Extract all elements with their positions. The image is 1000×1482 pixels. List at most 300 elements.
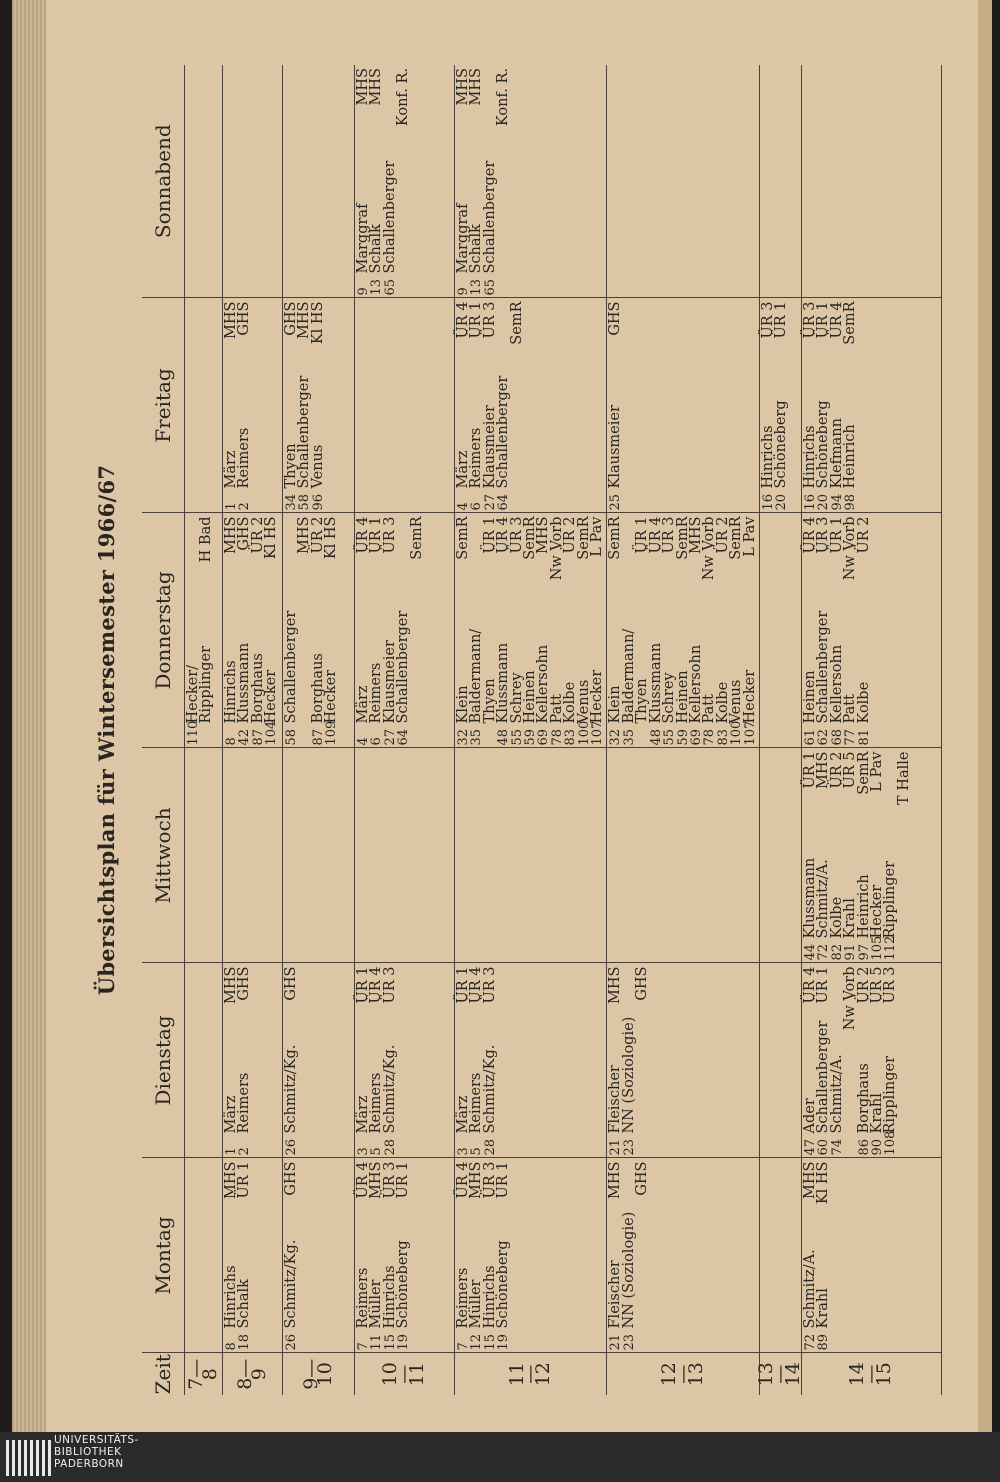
lecturer-name: Reimers xyxy=(455,1267,471,1329)
header-freitag: Freitag xyxy=(142,298,185,513)
course-number: 59 xyxy=(675,728,691,746)
lecturer-name xyxy=(497,129,510,273)
course-number: 48 xyxy=(496,728,512,746)
course-entry xyxy=(508,301,525,511)
course-entry xyxy=(238,967,251,1156)
room-code: ÜR 2 xyxy=(828,751,845,789)
schedule-cell xyxy=(185,513,223,748)
course-number: 28 xyxy=(482,1138,498,1156)
room-code: ÜR 1 xyxy=(815,966,832,1004)
course-number: 3 xyxy=(456,1147,471,1156)
room-code: SemR xyxy=(855,751,872,795)
course-number: 21 xyxy=(608,1333,624,1351)
course-number: 55 xyxy=(509,728,525,746)
lecturer-name: Hecker xyxy=(741,669,758,724)
course-number: 2 xyxy=(237,502,253,511)
schedule-cell xyxy=(801,748,941,963)
course-number: 100 xyxy=(729,720,745,746)
time-slot: 9—10 xyxy=(283,1353,355,1395)
lecturer-name xyxy=(397,129,410,273)
lecturer-name: Thyen xyxy=(634,678,651,724)
course-number: 1 xyxy=(224,502,239,511)
lecturer-name: März xyxy=(223,450,239,489)
course-number: 62 xyxy=(816,728,832,746)
header-sonnabend: Sonnabend xyxy=(142,65,185,298)
course-number xyxy=(844,1134,857,1156)
lecturer-name: Borghaus xyxy=(309,653,326,724)
lecturer-name: Patt xyxy=(701,694,718,724)
lecturer-name xyxy=(636,1199,649,1329)
room-code: ÜR 2 xyxy=(249,516,266,554)
schedule-cell xyxy=(607,65,759,298)
lecturer-name: Schmitz/Kg. xyxy=(481,1044,498,1134)
course-entry xyxy=(636,967,649,1156)
schedule-cell xyxy=(455,65,607,298)
lecturer-name: Schmitz/Kg. xyxy=(381,1044,398,1134)
course-number: 112 xyxy=(883,935,899,961)
room-code: ÜR 5 xyxy=(842,751,859,789)
schedule-cell xyxy=(455,963,607,1158)
course-entry xyxy=(200,517,213,746)
course-entry xyxy=(238,1162,251,1351)
room-code: ÜR 1 xyxy=(495,1161,512,1199)
room-code: ÜR 3 xyxy=(481,1161,498,1199)
room-code: ÜR 3 xyxy=(481,966,498,1004)
room-code: MHS xyxy=(535,516,552,554)
course-number: 83 xyxy=(715,728,731,746)
lecturer-name: Ripplinger xyxy=(198,645,215,724)
course-number: 5 xyxy=(369,1147,385,1156)
room-code: MHS xyxy=(801,1161,818,1199)
room-code: ÜR 1 xyxy=(355,966,371,1004)
course-number: 100 xyxy=(576,720,592,746)
lecturer-name: Venus xyxy=(728,679,745,724)
header-donnerstag: Donnerstag xyxy=(142,513,185,748)
room-code: ÜR 1 xyxy=(368,516,385,554)
course-entry xyxy=(855,516,872,746)
schedule-cell xyxy=(607,963,759,1158)
room-code: ÜR 2 xyxy=(714,516,731,554)
lecturer-name: Klussmann xyxy=(801,857,818,939)
lecturer-name: Kolbe xyxy=(714,681,731,724)
course-entry xyxy=(591,517,604,746)
schedule-cell xyxy=(283,65,355,298)
course-number: 13 xyxy=(469,278,485,296)
room-code: GHS xyxy=(283,1161,299,1196)
course-number: 105 xyxy=(869,935,885,961)
room-code: GHS xyxy=(236,516,253,551)
course-number: 83 xyxy=(563,728,579,746)
library-footer xyxy=(0,1432,1000,1482)
course-entry xyxy=(895,751,912,961)
header-mittwoch: Mittwoch xyxy=(142,748,185,963)
course-number: 97 xyxy=(856,943,872,961)
course-entry xyxy=(884,967,897,1156)
course-number: 109 xyxy=(324,720,340,746)
time-row xyxy=(355,65,455,1395)
schedule-cell xyxy=(801,513,941,748)
lecturer-name: Hinrichs xyxy=(381,1265,398,1329)
course-number: 44 xyxy=(802,943,818,961)
schedule-cell xyxy=(455,513,607,748)
time-row xyxy=(801,65,941,1395)
course-entry xyxy=(497,1162,510,1351)
lecturer-name: Heinen xyxy=(801,670,818,724)
room-code: MHS xyxy=(815,751,832,789)
lecturer-name: Fleischer xyxy=(607,1260,624,1329)
schedule-cell xyxy=(283,513,355,748)
room-code: GHS xyxy=(283,301,299,336)
lecturer-name: Schmitz/A. xyxy=(815,859,832,939)
lecturer-name: Hecker xyxy=(589,669,606,724)
schedule-cell xyxy=(283,963,355,1158)
schedule-cell xyxy=(801,963,941,1158)
lecturer-name: Patt xyxy=(548,694,565,724)
page-right-edge xyxy=(978,0,992,1432)
course-number: 27 xyxy=(382,728,398,746)
course-number xyxy=(636,1329,649,1351)
course-entry xyxy=(397,68,410,296)
room-code: ÜR 4 xyxy=(647,516,664,554)
lecturer-name: Reimers xyxy=(355,1267,371,1329)
room-code: ÜR 3 xyxy=(381,966,398,1004)
room-code: SemR xyxy=(842,301,859,345)
time-slot: 7—8 xyxy=(185,1353,223,1395)
course-entry xyxy=(285,1162,298,1351)
course-number xyxy=(511,489,524,511)
room-code: SemR xyxy=(607,516,624,560)
schedule-cell xyxy=(355,65,455,298)
lecturer-name: Reimers xyxy=(368,662,385,724)
lecturer-name: Klausmeier xyxy=(481,405,498,489)
lecturer-name: Hecker xyxy=(868,884,885,939)
room-code: ÜR 2 xyxy=(855,966,872,1004)
schedule-cell xyxy=(759,748,801,963)
schedule-cell xyxy=(759,65,801,298)
lecturer-name: Fleischer xyxy=(607,1065,624,1134)
room-code: ÜR 4 xyxy=(455,301,471,339)
course-number xyxy=(397,274,410,296)
course-number: 108 xyxy=(883,1130,899,1156)
room-code: GHS xyxy=(283,966,299,1001)
course-entry xyxy=(285,967,298,1156)
room-code: Nw Vorb xyxy=(701,516,718,581)
lecturer-name: Schallenberger xyxy=(815,610,832,724)
lecturer-name: Kellersohn xyxy=(828,644,845,724)
lecturer-name: Borghaus xyxy=(855,1063,872,1134)
room-code: ÜR 1 xyxy=(455,966,471,1004)
course-entry xyxy=(481,966,498,1156)
room-code: SemR xyxy=(728,516,745,560)
lecturer-name: Klein xyxy=(455,685,471,724)
schedule-cell xyxy=(223,963,283,1158)
room-code: GHS xyxy=(236,966,253,1001)
room-code: L Pav xyxy=(589,516,606,557)
course-number: 47 xyxy=(802,1138,818,1156)
room-code: ÜR 3 xyxy=(381,516,398,554)
course-entry xyxy=(408,516,425,746)
room-code: ÜR 4 xyxy=(355,1161,371,1199)
room-code: ÜR 1 xyxy=(236,1161,253,1199)
course-number: 96 xyxy=(310,493,326,511)
course-entry xyxy=(609,302,622,511)
lecturer-name xyxy=(898,808,911,939)
time-row xyxy=(759,65,801,1395)
lecturer-name: Ripplinger xyxy=(882,860,899,939)
course-entry xyxy=(397,1162,410,1351)
room-code: MHS xyxy=(607,966,624,1004)
schedule-cell xyxy=(223,1158,283,1353)
room-code: Nw Vorb xyxy=(548,516,565,581)
lecturer-name: Hinrichs xyxy=(481,1265,498,1329)
room-code: ÜR 4 xyxy=(801,516,818,554)
course-number: 60 xyxy=(816,1138,832,1156)
course-entry xyxy=(741,516,758,746)
lecturer-name: Schöneberg xyxy=(395,1240,412,1329)
course-number: 32 xyxy=(608,728,624,746)
library-name: UNIVERSITÄTS- BIBLIOTHEK PADERBORN xyxy=(54,1434,139,1470)
course-number: 26 xyxy=(284,1333,299,1351)
course-number: 48 xyxy=(648,728,664,746)
header-montag: Montag xyxy=(142,1158,185,1353)
lecturer-name: Kolbe xyxy=(828,896,845,939)
lecturer-name: Hinrichs xyxy=(223,1265,239,1329)
course-number: 19 xyxy=(396,1333,412,1351)
lecturer-name: NN (Soziologie) xyxy=(620,1016,637,1134)
course-number: 64 xyxy=(496,493,512,511)
course-number: 90 xyxy=(869,1138,885,1156)
schedule-cell xyxy=(607,1158,759,1353)
room-code: ÜR 2 xyxy=(855,516,872,554)
schedule-cell xyxy=(455,748,607,963)
lecturer-name xyxy=(636,1004,649,1134)
lecturer-name: Hinrichs xyxy=(223,660,239,724)
room-code: MHS xyxy=(455,68,471,106)
room-code: MHS xyxy=(296,301,313,339)
room-code: ÜR 4 xyxy=(828,301,845,339)
room-code: Konf. R. xyxy=(395,68,412,127)
lecturer-name: Hecker xyxy=(263,669,280,724)
lecturer-name: Schallenberger xyxy=(495,375,512,489)
room-code: ÜR 4 xyxy=(355,516,371,554)
course-entry xyxy=(265,517,278,746)
time-row xyxy=(185,65,223,1395)
time-row xyxy=(223,65,283,1395)
room-code: ÜR 1 xyxy=(634,516,651,554)
time-row xyxy=(607,65,759,1395)
course-entry xyxy=(817,1162,830,1351)
room-code: ÜR 1 xyxy=(395,1161,412,1199)
room-code: T Halle xyxy=(895,751,912,805)
course-number: 74 xyxy=(829,1138,845,1156)
schedule-cell xyxy=(455,1158,607,1353)
course-number: 61 xyxy=(802,728,818,746)
schedule-cell xyxy=(355,298,455,513)
lecturer-name: Schmitz/Kg. xyxy=(283,1044,299,1134)
lecturer-name: Schallenberger xyxy=(283,610,299,724)
course-number: 16 xyxy=(760,493,776,511)
course-number: 27 xyxy=(482,493,498,511)
room-code: ÜR 4 xyxy=(368,966,385,1004)
lecturer-name: März xyxy=(223,1095,239,1134)
lecturer-name: Kellersohn xyxy=(687,644,704,724)
course-number: 25 xyxy=(608,493,624,511)
schedule-cell xyxy=(607,513,759,748)
room-code: MHS xyxy=(607,1161,624,1199)
lecturer-name: März xyxy=(455,450,471,489)
schedule-cell xyxy=(455,298,607,513)
lecturer-name: Schmitz/Kg. xyxy=(283,1239,299,1329)
course-entry xyxy=(238,302,251,511)
course-number: 104 xyxy=(264,720,280,746)
room-code: SemR xyxy=(408,516,425,560)
course-number: 6 xyxy=(369,737,385,746)
course-number: 9 xyxy=(356,287,371,296)
book-spine-edge xyxy=(12,0,46,1432)
room-code: MHS xyxy=(468,68,485,106)
lecturer-name: Borghaus xyxy=(249,653,266,724)
page-title: Übersichtsplan für Wintersemester 1966/67 xyxy=(94,464,119,996)
lecturer-name: Hinrichs xyxy=(801,425,818,489)
course-number: 15 xyxy=(382,1333,398,1351)
room-code: GHS xyxy=(607,301,624,336)
course-entry xyxy=(775,302,788,511)
course-number: 3 xyxy=(356,1147,371,1156)
lecturer-name: Baldermann/ xyxy=(620,628,637,724)
course-number: 26 xyxy=(284,1138,299,1156)
course-number: 86 xyxy=(856,1138,872,1156)
schedule-cell xyxy=(355,963,455,1158)
course-number xyxy=(636,724,649,746)
lecturer-name: Hinrichs xyxy=(759,425,776,489)
lecturer-name: Klussmann xyxy=(495,642,512,724)
course-number: 59 xyxy=(523,728,539,746)
room-code: Kl HS xyxy=(263,516,280,560)
room-code: ÜR 1 xyxy=(773,301,790,339)
time-slot: 11—12 xyxy=(455,1353,607,1395)
course-number: 87 xyxy=(250,728,266,746)
room-code: MHS xyxy=(223,1161,239,1199)
course-number: 32 xyxy=(456,728,471,746)
lecturer-name: Schalk xyxy=(236,1279,253,1329)
lecturer-name: Heinen xyxy=(522,670,539,724)
lecturer-name: Schallenberger xyxy=(296,375,313,489)
lecturer-name: Schallenberger xyxy=(481,160,498,274)
lecturer-name: Venus xyxy=(309,444,326,489)
course-number: 42 xyxy=(237,728,253,746)
room-code: MHS xyxy=(223,516,239,554)
lecturer-name: Kolbe xyxy=(855,681,872,724)
course-number: 11 xyxy=(369,1333,385,1351)
schedule-cell xyxy=(223,65,283,298)
course-number: 77 xyxy=(843,728,859,746)
course-number: 89 xyxy=(816,1333,832,1351)
schedule-cell xyxy=(355,513,455,748)
library-logo-icon xyxy=(6,1440,51,1476)
lecturer-name: Reimers xyxy=(468,1072,485,1134)
header-zeit: Zeit xyxy=(142,1353,185,1395)
lecturer-name: Baldermann/ xyxy=(468,628,485,724)
course-number xyxy=(898,939,911,961)
lecturer-name: Thyen xyxy=(481,678,498,724)
course-number: 64 xyxy=(396,728,412,746)
lecturer-name: Marggraf xyxy=(355,203,371,274)
lecturer-name: Klefmann xyxy=(828,418,845,489)
course-number: 34 xyxy=(284,493,299,511)
course-number: 7 xyxy=(456,1342,471,1351)
schedule-body xyxy=(185,65,942,1395)
schedule-cell xyxy=(283,748,355,963)
lecturer-name: Schallenberger xyxy=(381,160,398,274)
lecturer-name: Kolbe xyxy=(562,681,579,724)
lecturer-name: Hecker xyxy=(323,669,340,724)
schedule-cell xyxy=(801,1158,941,1353)
schedule-cell xyxy=(355,748,455,963)
course-number: 78 xyxy=(549,728,565,746)
course-number xyxy=(484,724,497,746)
schedule-cell xyxy=(801,65,941,298)
room-code: Nw Vorb xyxy=(842,966,859,1031)
room-code: ÜR 4 xyxy=(468,966,485,1004)
schedule-cell xyxy=(223,298,283,513)
course-number: 9 xyxy=(456,287,471,296)
room-code: ÜR 3 xyxy=(882,966,899,1004)
course-number: 8 xyxy=(224,1342,239,1351)
room-code: GHS xyxy=(634,966,651,1001)
room-code: ÜR 1 xyxy=(468,301,485,339)
course-entry xyxy=(844,302,857,511)
lecturer-name: Schmitz/A. xyxy=(801,1249,818,1329)
room-code: GHS xyxy=(236,301,253,336)
lecturer-name: Heinrich xyxy=(855,874,872,939)
schedule-cell xyxy=(185,748,223,963)
course-number: 65 xyxy=(382,278,398,296)
time-slot: 8— 9 xyxy=(223,1353,283,1395)
room-code: ÜR 2 xyxy=(562,516,579,554)
room-code: SemR xyxy=(575,516,592,560)
course-number: 69 xyxy=(688,728,704,746)
course-number: 58 xyxy=(284,728,299,746)
course-number xyxy=(497,274,510,296)
course-number: 18 xyxy=(237,1333,253,1351)
lecturer-name: Schalk xyxy=(368,224,385,274)
schedule-table xyxy=(142,65,942,1395)
course-number: 5 xyxy=(469,1147,485,1156)
schedule-cell xyxy=(759,298,801,513)
schedule-cell xyxy=(607,748,759,963)
schedule-cell xyxy=(759,1158,801,1353)
room-code: ÜR 1 xyxy=(481,516,498,554)
room-code: ÜR 3 xyxy=(815,516,832,554)
course-number: 94 xyxy=(829,493,845,511)
room-code: SemR xyxy=(674,516,691,560)
course-number: 110 xyxy=(186,720,201,746)
course-number: 87 xyxy=(310,728,326,746)
time-row xyxy=(283,65,355,1395)
course-number: 20 xyxy=(816,493,832,511)
room-code: L Pav xyxy=(868,751,885,792)
lecturer-name: Müller xyxy=(468,1279,485,1329)
course-number xyxy=(200,724,213,746)
lecturer-name: Schöneberg xyxy=(495,1240,512,1329)
course-number: 4 xyxy=(356,737,371,746)
course-number: 72 xyxy=(816,943,832,961)
lecturer-name: Klausmeier xyxy=(381,640,398,724)
lecturer-name: Ader xyxy=(801,1098,818,1134)
room-code: Kl HS xyxy=(323,516,340,560)
schedule-cell xyxy=(607,298,759,513)
course-number: 6 xyxy=(469,502,485,511)
